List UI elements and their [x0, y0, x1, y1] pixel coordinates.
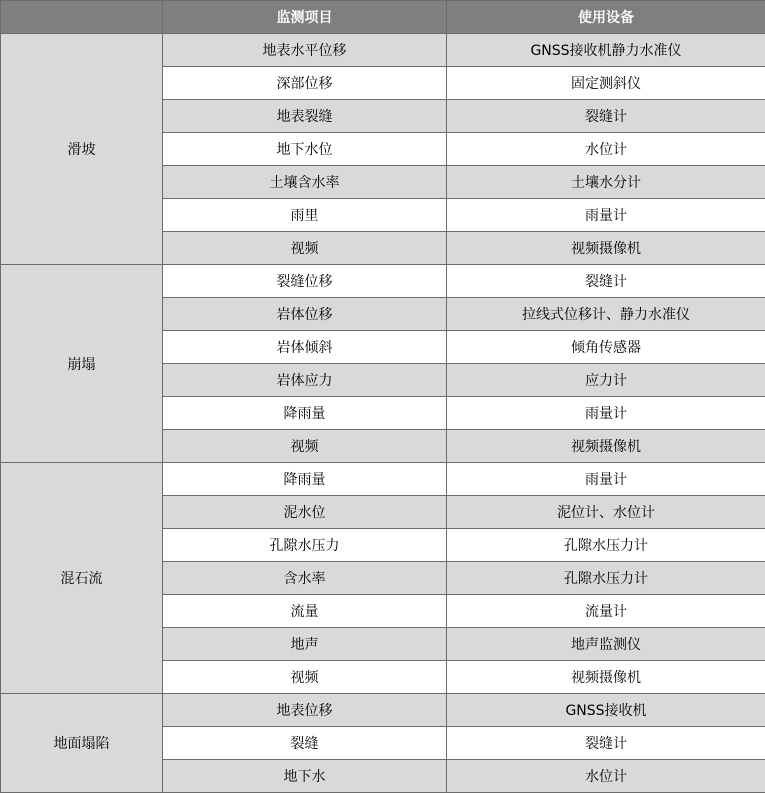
monitoring-item-cell: 地表水平位移: [163, 34, 447, 67]
equipment-cell: 泥位计、水位计: [447, 496, 765, 529]
monitoring-item-cell: 裂缝位移: [163, 265, 447, 298]
monitoring-item-cell: 岩体位移: [163, 298, 447, 331]
equipment-cell: 孔隙水压力计: [447, 529, 765, 562]
table-body: [1, 34, 765, 793]
equipment-cell: 孔隙水压力计: [447, 562, 765, 595]
monitoring-item-cell: 地下水: [163, 760, 447, 793]
monitoring-item-cell: 地声: [163, 628, 447, 661]
category-cell: 地面塌陷: [1, 694, 163, 793]
header-equipment: 使用设备: [447, 1, 765, 34]
category-cell: 滑坡: [1, 34, 163, 265]
monitoring-item-cell: 深部位移: [163, 67, 447, 100]
equipment-cell: 裂缝计: [447, 100, 765, 133]
equipment-cell: 水位计: [447, 760, 765, 793]
monitoring-item-cell: 地表位移: [163, 694, 447, 727]
category-cell: 崩塌: [1, 265, 163, 463]
equipment-cell: 视频摄像机: [447, 661, 765, 694]
table-header: [1, 1, 765, 34]
equipment-cell: GNSS接收机: [447, 694, 765, 727]
header-category: [1, 1, 163, 34]
equipment-cell: 应力计: [447, 364, 765, 397]
equipment-cell: 裂缝计: [447, 265, 765, 298]
monitoring-item-cell: 含水率: [163, 562, 447, 595]
equipment-cell: 雨量计: [447, 463, 765, 496]
equipment-cell: 流量计: [447, 595, 765, 628]
equipment-cell: GNSS接收机静力水准仪: [447, 34, 765, 67]
monitoring-item-cell: 岩体倾斜: [163, 331, 447, 364]
monitoring-item-cell: 孔隙水压力: [163, 529, 447, 562]
equipment-cell: 视频摄像机: [447, 232, 765, 265]
equipment-cell: 视频摄像机: [447, 430, 765, 463]
table-row: [1, 34, 765, 67]
equipment-cell: 土壤水分计: [447, 166, 765, 199]
monitoring-item-cell: 降雨量: [163, 397, 447, 430]
category-cell: 混石流: [1, 463, 163, 694]
monitoring-item-cell: 土壤含水率: [163, 166, 447, 199]
monitoring-item-cell: 地表裂缝: [163, 100, 447, 133]
equipment-cell: 雨量计: [447, 397, 765, 430]
equipment-cell: 裂缝计: [447, 727, 765, 760]
monitoring-item-cell: 雨里: [163, 199, 447, 232]
equipment-cell: 地声监测仪: [447, 628, 765, 661]
monitoring-item-cell: 视频: [163, 232, 447, 265]
equipment-cell: 固定测斜仪: [447, 67, 765, 100]
monitoring-item-cell: 裂缝: [163, 727, 447, 760]
monitoring-item-cell: 视频: [163, 661, 447, 694]
header-item: 监测项目: [163, 1, 447, 34]
equipment-cell: 倾角传感器: [447, 331, 765, 364]
table-row: [1, 694, 765, 727]
equipment-cell: 雨量计: [447, 199, 765, 232]
monitoring-item-cell: 地下水位: [163, 133, 447, 166]
equipment-cell: 拉线式位移计、静力水准仪: [447, 298, 765, 331]
table-row: [1, 463, 765, 496]
monitoring-item-cell: 视频: [163, 430, 447, 463]
monitoring-item-cell: 降雨量: [163, 463, 447, 496]
equipment-cell: 水位计: [447, 133, 765, 166]
header-row: [1, 1, 765, 34]
monitoring-item-cell: 流量: [163, 595, 447, 628]
monitoring-item-cell: 泥水位: [163, 496, 447, 529]
monitoring-item-cell: 岩体应力: [163, 364, 447, 397]
table-row: [1, 265, 765, 298]
